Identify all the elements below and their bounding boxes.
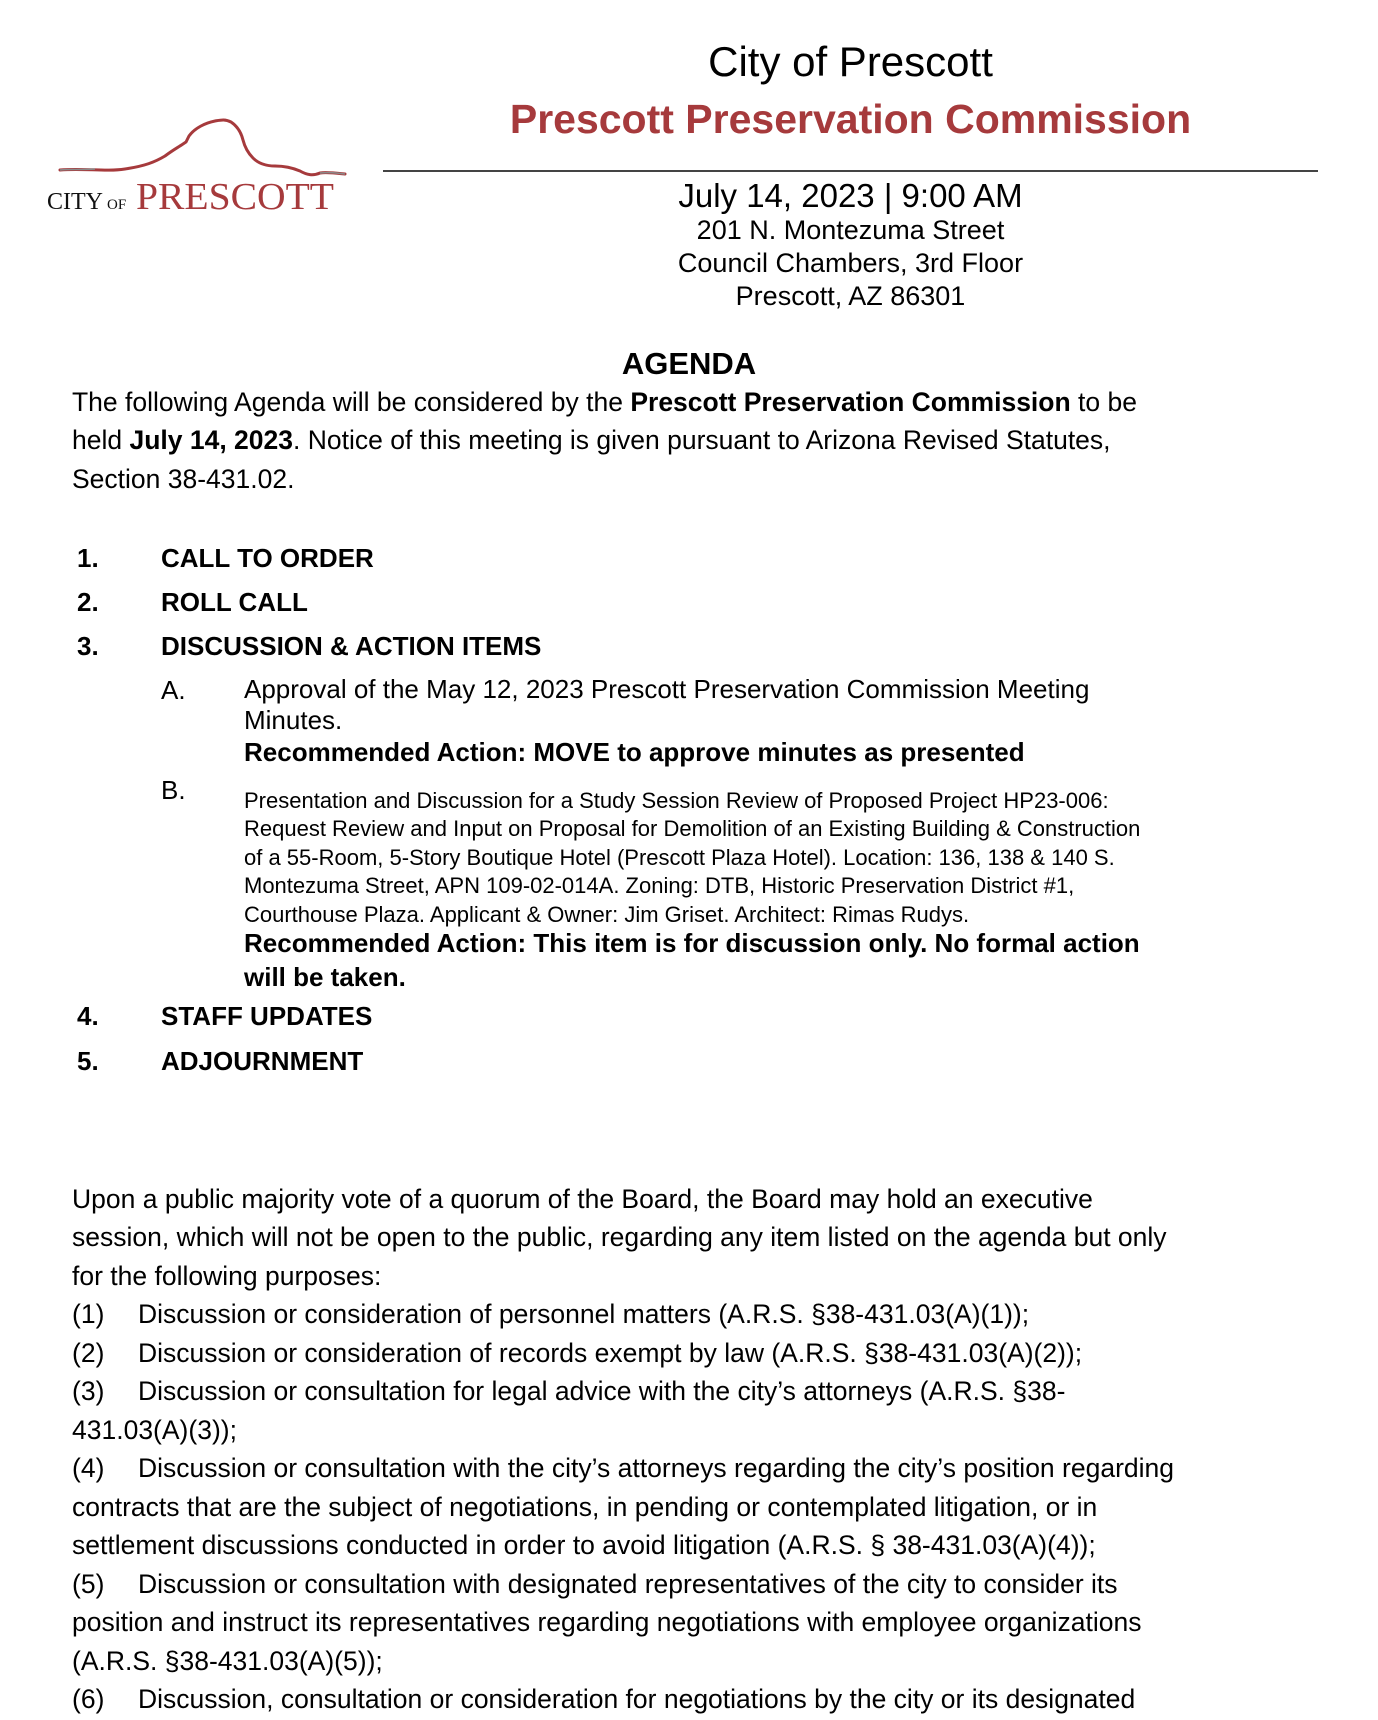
exec-purpose-3-cont: 431.03(A)(3)); (72, 1415, 237, 1445)
exec-purpose-3 (72, 1372, 1065, 1411)
address-line-city: Prescott, AZ 86301 (735, 281, 966, 311)
purpose-text: Discussion or consideration of records exempt by law (A.R.S. §38-431.03(A)(2)); (138, 1338, 1083, 1368)
subitem-b-text-line: Montezuma Street, APN 109-02-014A. Zoning: DTB, Historic Preservation District #1, (244, 873, 1075, 898)
purpose-number: (2) (72, 1338, 105, 1368)
exec-purpose-4-cont: contracts that are the subject of negotiations, in pending or contemplated litigation, or in (72, 1492, 1098, 1522)
address-line-room: Council Chambers, 3rd Floor (677, 248, 1024, 278)
agenda-item-adjournment: ADJOURNMENT (161, 1046, 364, 1076)
exec-purpose-2 (72, 1334, 1082, 1373)
agenda-heading: AGENDA (621, 346, 757, 381)
city-title: City of Prescott (708, 38, 993, 85)
exec-purpose-4-cont: settlement discussions conducted in order to avoid litigation (A.R.S. § 38-431.03(A)(4)); (72, 1530, 1096, 1560)
agenda-item-roll-call: ROLL CALL (161, 587, 308, 617)
exec-purpose-5 (72, 1565, 1118, 1604)
purpose-number: (1) (72, 1299, 105, 1329)
logo-city-text: CITY (47, 189, 103, 215)
agenda-intro-line-3: Section 38-431.02. (72, 464, 295, 494)
header-divider (383, 170, 1318, 172)
exec-purpose-4 (72, 1449, 1174, 1488)
exec-purpose-5-cont: (A.R.S. §38-431.03(A)(5)); (72, 1646, 383, 1676)
exec-session-intro-line: Upon a public majority vote of a quorum of the Board, the Board may hold an executive (72, 1184, 1093, 1214)
address-line-street: 201 N. Montezuma Street (696, 215, 1005, 245)
subitem-b-text-line: Request Review and Input on Proposal for Demolition of an Existing Building & Construction (244, 816, 1141, 841)
purpose-text: Discussion, consultation or consideration for negotiations by the city or its designated (138, 1684, 1136, 1714)
exec-purpose-5-cont: position and instruct its representatives regarding negotiations with employee organizations (72, 1607, 1142, 1637)
exec-purpose-6 (72, 1680, 1135, 1719)
purpose-text: Discussion or consultation with designated representatives of the city to consider its (138, 1569, 1118, 1599)
subitem-letter: B. (161, 775, 186, 805)
agenda-intro-line-2 (72, 421, 1111, 460)
subitem-a-recommended-action: Recommended Action: MOVE to approve minutes as presented (244, 737, 1025, 767)
logo-prescott-text: PRESCOTT (136, 176, 334, 218)
subitem-b-recommended-action: will be taken. (244, 962, 406, 992)
intro-text: held (72, 425, 130, 455)
commission-title: Prescott Preservation Commission (509, 96, 1192, 142)
subitem-b-recommended-action: Recommended Action: This item is for discussion only. No formal action (244, 928, 1140, 958)
agenda-item-discussion-action: DISCUSSION & ACTION ITEMS (161, 631, 542, 661)
agenda-item-number: 3. (77, 631, 99, 661)
purpose-text: Discussion or consultation with the city’s attorneys regarding the city’s position regarding (138, 1453, 1174, 1483)
purpose-text: Discussion or consultation for legal advice with the city’s attorneys (A.R.S. §38- (138, 1376, 1066, 1406)
purpose-number: (3) (72, 1376, 105, 1406)
intro-text: to be (1070, 387, 1137, 417)
subitem-b-text-line: of a 55-Room, 5-Story Boutique Hotel (Prescott Plaza Hotel). Location: 136, 138 & 140 S. (244, 845, 1115, 870)
meeting-datetime: July 14, 2023 | 9:00 AM (678, 177, 1023, 214)
mountain-logo-icon (45, 118, 365, 228)
exec-purpose-1 (72, 1295, 1029, 1334)
purpose-text: Discussion or consideration of personnel matters (A.R.S. §38-431.03(A)(1)); (138, 1299, 1030, 1329)
logo-of-text: OF (107, 197, 127, 213)
intro-commission-name: Prescott Preservation Commission (630, 387, 1071, 417)
intro-text: . Notice of this meeting is given pursuant to Arizona Revised Statutes, (293, 425, 1111, 455)
purpose-number: (5) (72, 1569, 105, 1599)
intro-meeting-date: July 14, 2023 (129, 425, 294, 455)
city-of-prescott-logo (45, 118, 365, 228)
exec-session-intro-line: session, which will not be open to the public, regarding any item listed on the agenda but only (72, 1222, 1167, 1252)
agenda-item-call-to-order: CALL TO ORDER (161, 543, 374, 573)
subitem-b-text-line: Courthouse Plaza. Applicant & Owner: Jim Griset. Architect: Rimas Rudys. (244, 902, 970, 927)
agenda-item-number: 1. (77, 543, 99, 573)
subitem-a-text-line: Approval of the May 12, 2023 Prescott Preservation Commission Meeting (244, 674, 1090, 704)
agenda-item-number: 5. (77, 1046, 99, 1076)
agenda-intro-line-1 (72, 383, 1137, 422)
agenda-item-number: 2. (77, 587, 99, 617)
intro-text: The following Agenda will be considered by the (72, 387, 631, 417)
purpose-number: (4) (72, 1453, 105, 1483)
purpose-number: (6) (72, 1684, 105, 1714)
subitem-letter: A. (161, 675, 186, 705)
agenda-item-staff-updates: STAFF UPDATES (161, 1001, 373, 1031)
agenda-item-number: 4. (77, 1001, 99, 1031)
exec-session-intro-line: for the following purposes: (72, 1261, 382, 1291)
subitem-a-text-line: Minutes. (244, 705, 343, 735)
subitem-b-text-line: Presentation and Discussion for a Study Session Review of Proposed Project HP23-006: (244, 788, 1109, 813)
